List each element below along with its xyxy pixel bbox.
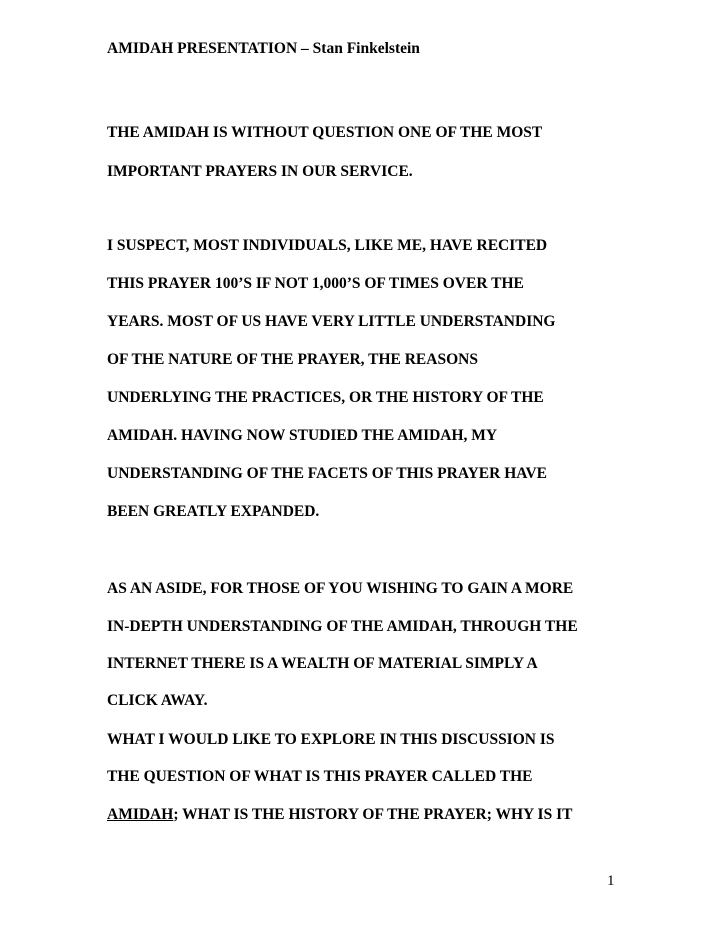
paragraph-2-line-1: I SUSPECT, MOST INDIVIDUALS, LIKE ME, HAVE RECITED: [107, 237, 548, 254]
paragraph-3-line-4: CLICK AWAY.: [107, 692, 208, 709]
paragraph-2-line-7: UNDERSTANDING OF THE FACETS OF THIS PRAYER HAVE: [107, 465, 547, 482]
paragraph-2-line-6: AMIDAH. HAVING NOW STUDIED THE AMIDAH, MY: [107, 427, 498, 444]
paragraph-4-line-3-rest: ; WHAT IS THE HISTORY OF THE PRAYER; WHY IS IT: [173, 806, 573, 823]
paragraph-4-line-2: THE QUESTION OF WHAT IS THIS PRAYER CALLED THE: [107, 768, 533, 785]
paragraph-2-line-3: YEARS. MOST OF US HAVE VERY LITTLE UNDERSTANDING: [107, 313, 556, 330]
document-header: AMIDAH PRESENTATION – Stan Finkelstein: [107, 40, 420, 57]
paragraph-3-line-2: IN-DEPTH UNDERSTANDING OF THE AMIDAH, THROUGH THE: [107, 618, 578, 635]
paragraph-2-line-4: OF THE NATURE OF THE PRAYER, THE REASONS: [107, 351, 478, 368]
paragraph-4-line-3: [107, 806, 572, 824]
paragraph-2-line-8: BEEN GREATLY EXPANDED.: [107, 503, 320, 520]
paragraph-3-line-3: INTERNET THERE IS A WEALTH OF MATERIAL SIMPLY A: [107, 655, 538, 672]
paragraph-4-line-1: WHAT I WOULD LIKE TO EXPLORE IN THIS DISCUSSION IS: [107, 731, 555, 748]
paragraph-3-line-1: AS AN ASIDE, FOR THOSE OF YOU WISHING TO GAIN A MORE: [107, 580, 574, 597]
paragraph-2-line-5: UNDERLYING THE PRACTICES, OR THE HISTORY OF THE: [107, 389, 544, 406]
paragraph-1-line-2: IMPORTANT PRAYERS IN OUR SERVICE.: [107, 163, 413, 180]
paragraph-2-line-2: THIS PRAYER 100’S IF NOT 1,000’S OF TIMES OVER THE: [107, 275, 524, 292]
underlined-term: AMIDAH: [107, 806, 174, 823]
paragraph-1-line-1: THE AMIDAH IS WITHOUT QUESTION ONE OF THE MOST: [107, 124, 543, 141]
page-number: 1: [607, 873, 615, 889]
